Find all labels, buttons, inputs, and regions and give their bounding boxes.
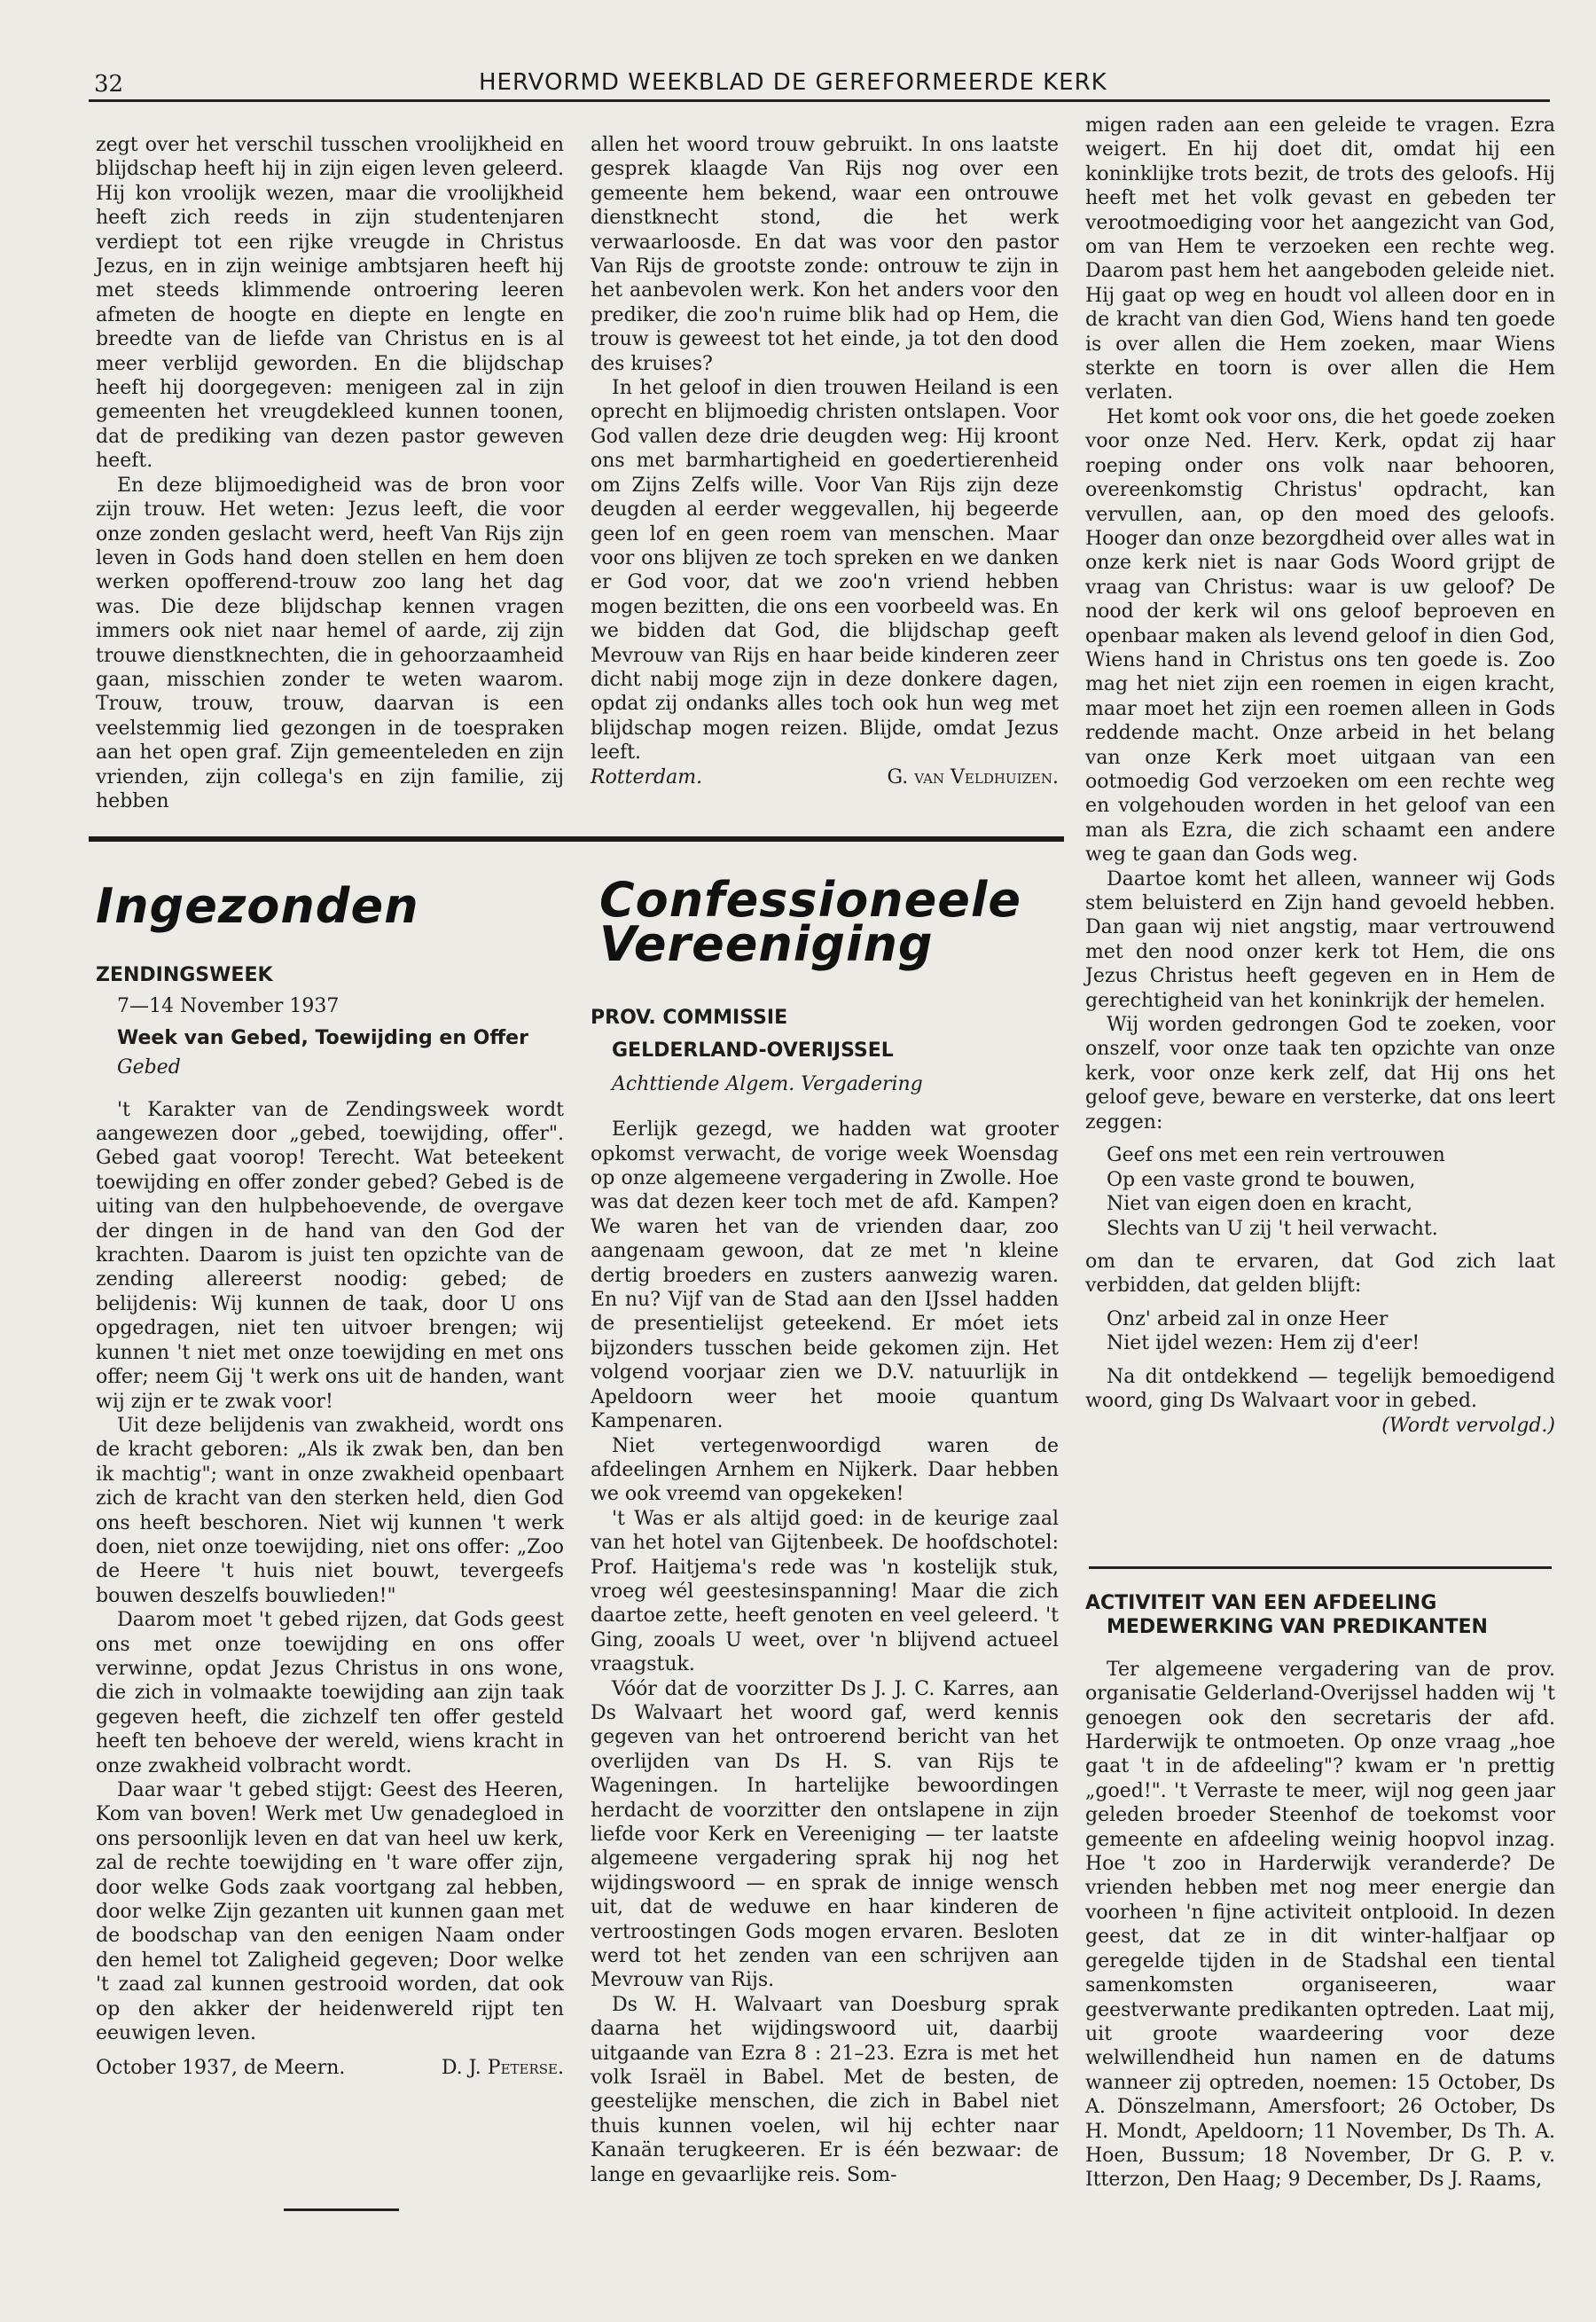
signature-author: G. van Veldhuizen. <box>887 765 1059 788</box>
signature <box>591 765 1059 789</box>
column-1-top <box>96 133 564 813</box>
article-label: Gebed <box>117 1056 181 1079</box>
section-title-confessioneele <box>599 872 1022 972</box>
article-paragraph: 't Karakter van de Zendingsweek wordt aangewezen door „gebed, toewijding, offer". Gebed gaat voorop! Terecht. Wat beteekent toewijding en offer zonder gebed? Gebed is de uiting van den hulpbehoevende, de overgave der dingen in de hand van den God der krachten. Daarom is juist ten opzichte van de zending allereerst noodig: gebed; de belijdenis: Wij kunnen de taak, door U ons opgedragen, niet ten uitvoer brengen; wij kunnen 't niet met onze toewijding en met ons offer; neem Gij 't werk ons uit de handen, want wij zijn er te zwak voor! <box>96 1098 564 1413</box>
hymn-verse <box>1085 1307 1555 1356</box>
signature-author: D. J. Peterse. <box>441 2057 564 2080</box>
signature <box>96 2056 564 2080</box>
article-heading: ZENDINGSWEEK <box>96 964 273 986</box>
continued-note: (Wordt vervolgd.) <box>1381 1414 1555 1437</box>
article-paragraph: 't Was er als altijd goed: in de keurige zaal van het hotel van Gijtenbeek. De hoofdschotel: Prof. Haitjema's rede was 'n kostelijk stuk, vroeg wél geestesinspanning! Maar die zich daartoe zette, heeft genoten en veel geleerd. 't Ging, zooals U weet, over 'n blijvend actueel vraagstuk. <box>591 1507 1059 1676</box>
section-title-ingezonden: Ingezonden <box>96 878 419 934</box>
verse-line: Slechts van U zij 't heil verwacht. <box>1107 1217 1438 1240</box>
article-paragraph: zegt over het verschil tusschen vroolijkheid en blijdschap heeft hij in zijn eigen leven geleerd. Hij kon vroolijk wezen, maar die vroolijkheid heeft zich reeds in zijn studentenjaren verdiept tot een rijke vreugde in Christus Jezus, en in zijn weinige ambtsjaren heeft hij met steeds klimmende ontroering leeren afmeten de hoogte en diepte en lengte en breedte van de liefde van Christus en is al meer verblijd geworden. En die blijdschap heeft hij doorgegeven: menigeen zal in zijn gemeenten het vreugdekleed kunnen toonen, dat de prediking van dezen pastor geweven heeft. <box>96 134 564 473</box>
verse-line: Onz' arbeid zal in onze Heer <box>1107 1307 1389 1330</box>
article-heading: ACTIVITEIT VAN EEN AFDEELING <box>1085 1592 1437 1614</box>
article-subtitle: Week van Gebed, Toewijding en Offer <box>117 1026 528 1049</box>
article-paragraph: Daarom moet 't gebed rijzen, dat Gods geest ons met onze toewijding en ons offer verwinne, opdat Jezus Christus in ons wone, die zich in volmaakte toewijding aan zijn taak gegeven heeft, die zichzelf ten offer gesteld heeft ten behoeve der wereld, wiens kracht in onze zwakheid volbracht wordt. <box>96 1609 564 1777</box>
end-rule <box>284 2208 399 2211</box>
article-paragraph: om dan te ervaren, dat God zich laat verbidden, dat gelden blijft: <box>1085 1251 1555 1298</box>
verse-line: Geef ons met een rein vertrouwen <box>1107 1144 1445 1167</box>
section-divider <box>89 836 1064 842</box>
article-paragraph: Wij worden gedrongen God te zoeken, voor onszelf, voor onze taak ten opzichte van onze kerk, voor onze kerk zelf, dat Hij ons het geloof geve, beware en versterke, dat ons leert zeggen: <box>1085 1014 1555 1134</box>
article-paragraph: Daar waar 't gebed stijgt: Geest des Heeren, Kom van boven! Werk met Uw genadegloed in ons persoonlijk leven en dat van heel uw kerk, zal de rechte toewijding en 't ware offer zijn, door welke Gods zaak voortgang zal hebben, door welke Zijn gezanten uit kunnen gaan met de boodschap van den eenigen Naam onder den hemel tot Zaligheid gegeven; Door welke 't zaad zal kunnen gestrooid worden, dat ook op den akker der heidenwereld rijpt ten eeuwigen leven. <box>96 1779 564 2045</box>
article-heading: MEDEWERKING VAN PREDIKANTEN <box>1107 1616 1488 1639</box>
section-title-line: Vereeniging <box>599 916 934 972</box>
article-paragraph: Niet vertegenwoordigd waren de afdeelingen Arnhem en Nijkerk. Daar hebben we ook vreemd van opgekeken! <box>591 1434 1059 1506</box>
column-3 <box>1085 114 1555 1438</box>
column-2-top <box>591 133 1059 789</box>
article-paragraph: Ter algemeene vergadering van de prov. organisatie Gelderland-Overijssel hadden wij 't genoegen ook den secretaris der afd. Harderwijk te ontmoeten. Op onze vraag „hoe gaat 't in de afdeeling"? kwam er 'n prettig „goed!". 't Verraste te meer, wijl nog geen jaar geleden broeder Steenhof de toekomst voor gemeente en afdeeling weinig hoopvol inzag. Hoe 't zoo in Harderwijk veranderde? De vrienden hebben met nog meer energie dan voorheen 'n fijne activiteit ontplooid. In dezen geest, dat ze in dit winter-halfjaar op geregelde tijden in de Stadshal een tiental samenkomsten organiseeren, waar geestverwante predikanten optreden. Laat mij, uit groote waardeering voor deze welwillendheid hun namen en de datums wanneer zij optreden, noemen: 15 October, Ds A. Dönszelmann, Amersfoort; 26 October, Ds H. Mondt, Apeldoorn; 11 November, Ds Th. A. Hoen, Bussum; 18 November, Dr G. P. v. Itterzon, Den Haag; 9 December, Ds J. Raams, <box>1085 1658 1555 2192</box>
article-dates: 7—14 November 1937 <box>117 995 340 1018</box>
verse-line: Op een vaste grond te bouwen, <box>1107 1168 1416 1191</box>
article-paragraph: Daartoe komt het alleen, wanneer wij Gods stem beluisterd en Zijn hand gevoeld hebben. Dan gaan wij niet angstig, maar vertrouwend met den nood onzer kerk tot Hem, die ons Jezus Christus heeft gegeven en in Hem de gerechtigheid van het koninkrijk der hemelen. <box>1085 867 1555 1012</box>
page-number: 32 <box>94 71 124 98</box>
section-title-line: Confessioneele <box>599 872 1022 928</box>
article-paragraph: Na dit ontdekkend — tegelijk bemoedigend woord, ging Ds Walvaart voor in gebed. <box>1085 1365 1555 1413</box>
page-header <box>89 64 1550 102</box>
article-paragraph: Uit deze belijdenis van zwakheid, wordt ons de kracht geboren: „Als ik zwak ben, dan ben ik machtig"; want in onze zwakheid openbaart zich de kracht van den sterken held, dien God ons heeft beschoren. Niet wij kunnen 't werk doen, niet onze toewijding, niet ons offer: „Zoo de Heere 't huis niet bouwt, tevergeefs bouwen deszelfs bouwlieden!" <box>96 1414 564 1607</box>
article-heading: GELDERLAND-OVERIJSSEL <box>612 1039 894 1063</box>
article-paragraph: Eerlijk gezegd, we hadden wat grooter opkomst verwacht, de vorige week Woensdag op onze algemeene vergadering in Zwolle. Hoe was dat dezen keer toch met de afd. Kampen? We waren het van de vrienden daar, zoo aangenaam gewoon, dat ze met 'n kleine dertig broeders en zusters aanwezig waren. En nu? Vijf van de Stad aan den IJssel hadden de presentielijst geteekend. Er móet iets bijzonders tusschen beide gekomen zijn. Het volgend voorjaar zien we D.V. natuurlijk in Apeldoorn weer het mooie quantum Kampenaren. <box>591 1118 1059 1433</box>
article-paragraph: Vóór dat de voorzitter Ds J. J. C. Karres, aan Ds Walvaart het woord gaf, werd kennis gegeven van het ontroerend bericht van het overlijden van Ds H. S. van Rijs te Wageningen. In hartelijke bewoordingen herdacht de voorzitter den ontslapene in zijn liefde voor Kerk en Vereeniging — ter laatste algemeene vergadering sprak hij nog het wijdingswoord — en sprak de innige wensch uit, dat de weduwe en haar kinderen de vertroostingen Gods mogen ervaren. Besloten werd tot het zenden van een schrijven aan Mevrouw van Rijs. <box>591 1677 1059 1992</box>
article-paragraph: Het komt ook voor ons, die het goede zoeken voor onze Ned. Herv. Kerk, opdat zij haar roeping onder ons volk naar behooren, overeenkomstig Christus' opdracht, kan vervullen, aan, op den moed des geloofs. Hooger dan onze bezorgdheid over alles wat in onze kerk niet is naar Gods Woord grijpt de vraag van Christus: waar is uw geloof? De nood der kerk wil ons geloof beproeven en openbaar maken als levend geloof in dien God, Wiens hand in Christus ons ten goede is. Zoo mag het niet zijn een roemen in eigen kracht, maar moet het zijn een roemen alleen in Gods reddende macht. Onze arbeid in het belang van onze Kerk moet uitgaan van een ootmoedig God verzoeken om een rechte weg en volgehouden worden in het geloof van een man als Ezra, die zich schaamt een andere weg te gaan dan Gods weg. <box>1085 405 1555 867</box>
article-subtitle: Achttiende Algem. Vergadering <box>612 1072 923 1095</box>
article-paragraph: Ds W. H. Walvaart van Doesburg sprak daarna het wijdingswoord uit, daarbij uitgaande van Ezra 8 : 21–23. Ezra is met het volk Israël in Babel. Met de besten, de geestelijke menschen, die zich in Babel niet thuis kunnen voelen, wil hij echter naar Kanaän terugkeeren. Er is één bezwaar: de lange en gevaarlijke reis. Som- <box>591 1993 1059 2186</box>
verse-line: Niet ijdel wezen: Hem zij d'eer! <box>1107 1332 1420 1355</box>
article-paragraph: allen het woord trouw gebruikt. In ons laatste gesprek klaagde Van Rijs nog over een gemeente hem bekend, waar een ontrouwe dienstknecht stond, die het werk verwaarloosde. En dat was voor den pastor Van Rijs de grootste zonde: ontrouw te zijn in het aanbevolen werk. Kon het anders voor den prediker, die zoo'n ruime blik had op Hem, die trouw is geweest tot het einde, ja tot den dood des kruises? <box>591 134 1059 375</box>
column-2-bottom <box>591 1006 1059 2187</box>
section-divider <box>1089 1566 1552 1569</box>
signature-place: October 1937, de Meern. <box>96 2057 346 2080</box>
article-paragraph: In het geloof in dien trouwen Heiland is een oprecht en blijmoedig christen ontslapen. Voor God vallen deze drie deugden weg: Hij kroont ons met barmhartigheid en goedertierenheid om Zijns Zelfs wille. Voor Van Rijs zijn deze deugden al eerder weggevallen, hij begeerde geen lof en geen roem van menschen. Maar voor ons blijven ze toch spreken en we danken er God voor, dat we zoo'n vriend hebben mogen bezitten, die ons een voorbeeld was. En we bidden dat God, die blijdschap geeft Mevrouw van Rijs en haar beide kinderen zeer dicht nabij moge zijn in deze donkere dagen, opdat zij ondanks alles toch ook hun weg met blijdschap mogen reizen. Blijde, omdat Jezus leeft. <box>591 377 1059 765</box>
column-3-bottom <box>1085 1591 1555 2193</box>
hymn-verse <box>1085 1143 1555 1241</box>
article-paragraph: migen raden aan een geleide te vragen. Ezra weigert. En hij doet dit, omdat hij een koninklijke trots bezit, de trots des geloofs. Hij heeft met het volk gevast en gebeden ter verootmoediging voor het aangezicht van God, om van Hem te verzoeken een rechte weg. Daarom past hem het aangeboden geleide niet. Hij gaat op weg en houdt vol alleen door en in de kracht van dien God, Wiens hand ten goede is over allen die Hem zoeken, maar Wiens sterkte en toorn is over allen die Hem verlaten. <box>1085 114 1555 404</box>
article-paragraph: En deze blijmoedigheid was de bron voor zijn trouw. Het weten: Jezus leeft, die voor onze zonden geslacht werd, heeft Van Rijs zijn leven in Gods hand doen stellen en hem doen werken opofferend-trouw zoo lang het dag was. Die deze blijdschap kennen vragen immers ook niet naar hemel of aarde, zij zijn trouwe dienstknechten, die in gehoorzaamheid gaan, misschien zonder te weten waarom. Trouw, trouw, trouw, daarvan is een veelstemmig lied gezongen in de toespraken aan het open graf. Zijn gemeenteleden en zijn vrienden, zijn collega's en zijn familie, zij hebben <box>96 474 564 812</box>
article-heading: PROV. COMMISSIE <box>591 1007 788 1029</box>
signature-place: Rotterdam. <box>591 765 703 788</box>
verse-line: Niet van eigen doen en kracht, <box>1107 1193 1413 1216</box>
running-title: HERVORMD WEEKBLAD DE GEREFORMEERDE KERK <box>479 69 1107 96</box>
column-1-bottom <box>96 963 564 2080</box>
